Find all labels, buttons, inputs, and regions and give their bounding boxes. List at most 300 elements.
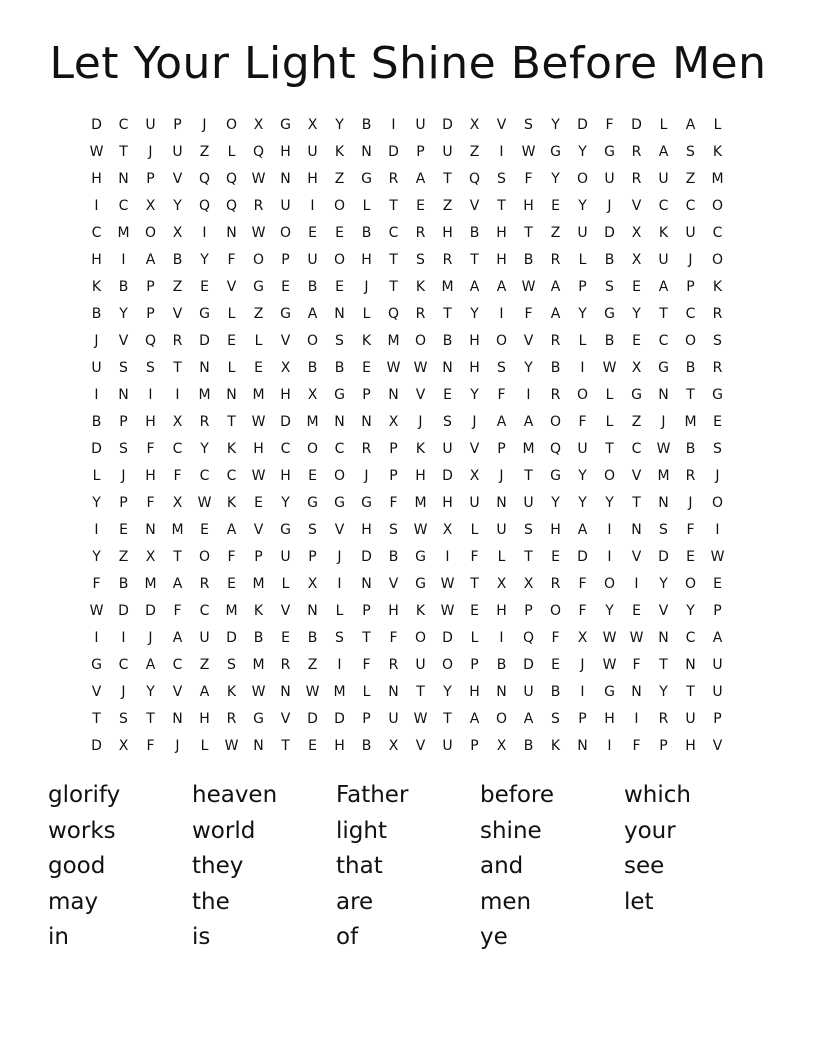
grid-letter[interactable]: G [307, 495, 318, 511]
grid-letter[interactable]: Y [173, 198, 182, 214]
grid-letter[interactable]: C [118, 657, 129, 673]
grid-letter[interactable]: X [172, 495, 183, 511]
grid-letter[interactable]: J [499, 468, 504, 484]
grid-letter[interactable]: E [119, 522, 128, 538]
grid-letter[interactable]: E [551, 198, 560, 214]
grid-letter[interactable]: A [550, 306, 561, 322]
grid-letter[interactable]: Y [659, 576, 668, 592]
grid-letter[interactable]: I [715, 522, 720, 538]
grid-letter[interactable]: Y [632, 306, 641, 322]
grid-letter[interactable]: R [226, 711, 237, 727]
grid-letter[interactable]: I [580, 360, 585, 376]
grid-letter[interactable]: W [656, 441, 671, 457]
grid-letter[interactable]: A [145, 657, 156, 673]
grid-letter[interactable]: H [523, 198, 534, 214]
grid-letter[interactable]: E [254, 495, 263, 511]
grid-letter[interactable]: M [522, 441, 535, 457]
grid-letter[interactable]: B [91, 414, 102, 430]
grid-letter[interactable]: Y [200, 252, 209, 268]
grid-letter[interactable]: N [496, 684, 507, 700]
grid-letter[interactable]: F [389, 630, 398, 646]
grid-letter[interactable]: E [551, 549, 560, 565]
grid-letter[interactable]: R [388, 657, 399, 673]
grid-letter[interactable]: D [145, 603, 156, 619]
grid-letter[interactable]: G [604, 306, 615, 322]
grid-letter[interactable]: L [470, 630, 479, 646]
grid-letter[interactable]: C [172, 657, 183, 673]
grid-letter[interactable]: R [253, 198, 264, 214]
grid-letter[interactable]: J [688, 252, 693, 268]
grid-letter[interactable]: O [603, 468, 616, 484]
grid-letter[interactable]: D [442, 630, 453, 646]
grid-letter[interactable]: B [118, 576, 129, 592]
grid-letter[interactable]: I [202, 225, 207, 241]
grid-letter[interactable]: K [226, 684, 237, 700]
grid-letter[interactable]: G [334, 387, 345, 403]
grid-letter[interactable]: B [523, 738, 534, 754]
grid-letter[interactable]: L [227, 360, 236, 376]
grid-letter[interactable]: L [227, 144, 236, 160]
grid-letter[interactable]: N [685, 657, 696, 673]
grid-letter[interactable]: A [523, 711, 534, 727]
grid-letter[interactable]: I [634, 576, 639, 592]
grid-letter[interactable]: G [199, 306, 210, 322]
grid-letter[interactable]: F [578, 576, 587, 592]
grid-letter[interactable]: U [712, 657, 723, 673]
grid-letter[interactable]: G [415, 576, 426, 592]
grid-letter[interactable]: G [334, 495, 345, 511]
grid-letter[interactable]: I [526, 387, 531, 403]
grid-letter[interactable]: N [388, 387, 399, 403]
grid-letter[interactable]: W [251, 414, 266, 430]
grid-letter[interactable]: E [200, 279, 209, 295]
grid-letter[interactable]: O [495, 711, 508, 727]
grid-letter[interactable]: U [442, 738, 453, 754]
grid-letter[interactable]: P [146, 279, 155, 295]
grid-letter[interactable]: P [146, 306, 155, 322]
grid-letter[interactable]: F [497, 387, 506, 403]
grid-letter[interactable]: U [442, 441, 453, 457]
grid-letter[interactable]: V [496, 117, 507, 133]
grid-letter[interactable]: T [362, 630, 371, 646]
grid-letter[interactable]: R [712, 306, 723, 322]
grid-letter[interactable]: P [686, 279, 695, 295]
grid-letter[interactable]: U [658, 252, 669, 268]
grid-letter[interactable]: H [550, 522, 561, 538]
grid-letter[interactable]: G [550, 144, 561, 160]
grid-letter[interactable]: I [175, 387, 180, 403]
grid-letter[interactable]: M [144, 576, 157, 592]
grid-letter[interactable]: T [524, 225, 533, 241]
grid-letter[interactable]: O [198, 549, 211, 565]
grid-letter[interactable]: A [469, 711, 480, 727]
grid-letter[interactable]: L [470, 522, 479, 538]
grid-letter[interactable]: C [280, 441, 291, 457]
grid-letter[interactable]: C [91, 225, 102, 241]
grid-letter[interactable]: G [361, 171, 372, 187]
grid-letter[interactable]: N [226, 387, 237, 403]
grid-letter[interactable]: N [280, 684, 291, 700]
grid-letter[interactable]: H [280, 144, 291, 160]
grid-letter[interactable]: I [607, 738, 612, 754]
grid-letter[interactable]: J [688, 495, 693, 511]
grid-letter[interactable]: B [361, 117, 372, 133]
grid-letter[interactable]: N [631, 522, 642, 538]
grid-letter[interactable]: Y [92, 495, 101, 511]
grid-letter[interactable]: F [227, 252, 236, 268]
grid-letter[interactable]: F [524, 171, 533, 187]
grid-letter[interactable]: B [604, 252, 615, 268]
grid-letter[interactable]: N [658, 630, 669, 646]
grid-letter[interactable]: U [685, 225, 696, 241]
grid-letter[interactable]: R [550, 252, 561, 268]
grid-letter[interactable]: H [280, 387, 291, 403]
grid-letter[interactable]: X [469, 468, 480, 484]
grid-letter[interactable]: O [414, 630, 427, 646]
grid-letter[interactable]: F [632, 738, 641, 754]
grid-letter[interactable]: B [334, 360, 345, 376]
grid-letter[interactable]: M [171, 522, 184, 538]
grid-letter[interactable]: W [440, 603, 455, 619]
grid-letter[interactable]: O [333, 468, 346, 484]
grid-letter[interactable]: P [362, 711, 371, 727]
grid-letter[interactable]: D [226, 630, 237, 646]
grid-letter[interactable]: K [415, 603, 426, 619]
grid-letter[interactable]: Y [92, 549, 101, 565]
grid-letter[interactable]: U [577, 225, 588, 241]
grid-letter[interactable]: O [711, 252, 724, 268]
grid-letter[interactable]: U [712, 684, 723, 700]
grid-letter[interactable]: O [549, 603, 562, 619]
grid-letter[interactable]: C [685, 306, 696, 322]
grid-letter[interactable]: P [146, 171, 155, 187]
grid-letter[interactable]: F [146, 441, 155, 457]
grid-letter[interactable]: V [523, 333, 534, 349]
grid-letter[interactable]: N [226, 225, 237, 241]
grid-letter[interactable]: E [200, 522, 209, 538]
grid-letter[interactable]: T [497, 198, 506, 214]
grid-letter[interactable]: B [91, 306, 102, 322]
grid-letter[interactable]: D [631, 117, 642, 133]
grid-letter[interactable]: U [523, 684, 534, 700]
grid-letter[interactable]: P [389, 468, 398, 484]
grid-letter[interactable]: T [146, 711, 155, 727]
grid-letter[interactable]: C [334, 441, 345, 457]
grid-letter[interactable]: C [118, 117, 129, 133]
grid-letter[interactable]: W [89, 603, 104, 619]
grid-letter[interactable]: Y [470, 306, 479, 322]
grid-letter[interactable]: H [496, 252, 507, 268]
grid-letter[interactable]: M [711, 171, 724, 187]
grid-letter[interactable]: B [388, 549, 399, 565]
grid-letter[interactable]: E [632, 603, 641, 619]
grid-letter[interactable]: V [226, 279, 237, 295]
grid-letter[interactable]: W [305, 684, 320, 700]
grid-letter[interactable]: M [333, 684, 346, 700]
grid-letter[interactable]: H [307, 171, 318, 187]
grid-letter[interactable]: S [119, 441, 128, 457]
grid-letter[interactable]: F [524, 306, 533, 322]
grid-letter[interactable]: Z [334, 171, 345, 187]
grid-letter[interactable]: D [361, 549, 372, 565]
grid-letter[interactable]: Y [605, 495, 614, 511]
grid-letter[interactable]: P [713, 711, 722, 727]
grid-letter[interactable]: Q [144, 333, 157, 349]
grid-letter[interactable]: Y [281, 495, 290, 511]
grid-letter[interactable]: O [144, 225, 157, 241]
grid-letter[interactable]: P [281, 252, 290, 268]
grid-letter[interactable]: D [442, 468, 453, 484]
grid-letter[interactable]: H [469, 684, 480, 700]
grid-letter[interactable]: B [307, 630, 318, 646]
grid-letter[interactable]: O [252, 252, 265, 268]
grid-letter[interactable]: W [251, 171, 266, 187]
grid-letter[interactable]: Y [659, 684, 668, 700]
grid-letter[interactable]: R [199, 576, 210, 592]
grid-letter[interactable]: P [308, 549, 317, 565]
grid-letter[interactable]: Z [118, 549, 129, 565]
grid-letter[interactable]: Q [198, 171, 211, 187]
grid-letter[interactable]: H [253, 441, 264, 457]
grid-letter[interactable]: I [634, 711, 639, 727]
grid-letter[interactable]: H [388, 603, 399, 619]
grid-letter[interactable]: S [416, 252, 425, 268]
grid-letter[interactable]: V [172, 306, 183, 322]
grid-letter[interactable]: E [551, 657, 560, 673]
grid-letter[interactable]: C [712, 225, 723, 241]
grid-letter[interactable]: N [199, 360, 210, 376]
grid-letter[interactable]: S [335, 333, 344, 349]
grid-letter[interactable]: R [442, 252, 453, 268]
grid-letter[interactable]: S [308, 522, 317, 538]
grid-letter[interactable]: L [362, 198, 371, 214]
grid-letter[interactable]: B [604, 333, 615, 349]
grid-letter[interactable]: T [524, 549, 533, 565]
grid-letter[interactable]: W [251, 684, 266, 700]
grid-letter[interactable]: I [499, 144, 504, 160]
grid-letter[interactable]: I [121, 252, 126, 268]
grid-letter[interactable]: V [658, 603, 669, 619]
grid-letter[interactable]: P [497, 441, 506, 457]
grid-letter[interactable]: T [389, 279, 398, 295]
grid-letter[interactable]: E [470, 603, 479, 619]
grid-letter[interactable]: G [91, 657, 102, 673]
grid-letter[interactable]: K [415, 279, 426, 295]
grid-letter[interactable]: B [550, 360, 561, 376]
grid-letter[interactable]: F [146, 738, 155, 754]
grid-letter[interactable]: W [602, 630, 617, 646]
grid-letter[interactable]: Y [200, 441, 209, 457]
grid-letter[interactable]: M [252, 576, 265, 592]
grid-letter[interactable]: I [391, 117, 396, 133]
grid-letter[interactable]: M [117, 225, 130, 241]
grid-letter[interactable]: T [443, 171, 452, 187]
grid-letter[interactable]: V [118, 333, 129, 349]
grid-letter[interactable]: F [605, 117, 614, 133]
grid-letter[interactable]: H [91, 252, 102, 268]
grid-letter[interactable]: L [605, 414, 614, 430]
grid-letter[interactable]: I [499, 306, 504, 322]
grid-letter[interactable]: E [443, 387, 452, 403]
grid-letter[interactable]: I [607, 522, 612, 538]
grid-letter[interactable]: J [202, 117, 207, 133]
grid-letter[interactable]: V [631, 468, 642, 484]
grid-letter[interactable]: W [251, 225, 266, 241]
grid-letter[interactable]: T [659, 306, 668, 322]
grid-letter[interactable]: H [604, 711, 615, 727]
grid-letter[interactable]: G [658, 360, 669, 376]
grid-letter[interactable]: N [388, 684, 399, 700]
grid-letter[interactable]: D [91, 738, 102, 754]
grid-letter[interactable]: W [386, 360, 401, 376]
grid-letter[interactable]: W [197, 495, 212, 511]
grid-letter[interactable]: D [334, 711, 345, 727]
grid-letter[interactable]: X [307, 576, 318, 592]
grid-letter[interactable]: H [145, 414, 156, 430]
grid-letter[interactable]: T [605, 441, 614, 457]
grid-letter[interactable]: U [145, 117, 156, 133]
grid-letter[interactable]: N [145, 522, 156, 538]
grid-letter[interactable]: B [307, 360, 318, 376]
grid-letter[interactable]: E [227, 333, 236, 349]
grid-letter[interactable]: C [658, 333, 669, 349]
grid-letter[interactable]: N [334, 414, 345, 430]
grid-letter[interactable]: L [200, 738, 209, 754]
grid-letter[interactable]: T [686, 387, 695, 403]
grid-letter[interactable]: X [118, 738, 129, 754]
grid-letter[interactable]: E [713, 414, 722, 430]
grid-letter[interactable]: P [470, 738, 479, 754]
grid-letter[interactable]: W [629, 630, 644, 646]
grid-letter[interactable]: U [388, 711, 399, 727]
grid-letter[interactable]: B [253, 630, 264, 646]
grid-letter[interactable]: A [199, 684, 210, 700]
grid-letter[interactable]: P [470, 657, 479, 673]
grid-letter[interactable]: O [414, 333, 427, 349]
grid-letter[interactable]: I [94, 630, 99, 646]
grid-letter[interactable]: R [172, 333, 183, 349]
grid-letter[interactable]: P [173, 117, 182, 133]
grid-letter[interactable]: Q [549, 441, 562, 457]
grid-letter[interactable]: D [442, 117, 453, 133]
grid-letter[interactable]: V [172, 684, 183, 700]
grid-letter[interactable]: E [281, 630, 290, 646]
grid-letter[interactable]: C [388, 225, 399, 241]
grid-letter[interactable]: O [684, 333, 697, 349]
grid-letter[interactable]: A [523, 414, 534, 430]
grid-letter[interactable]: S [524, 117, 533, 133]
grid-letter[interactable]: E [632, 333, 641, 349]
grid-letter[interactable]: R [388, 171, 399, 187]
grid-letter[interactable]: H [280, 468, 291, 484]
grid-letter[interactable]: B [172, 252, 183, 268]
grid-letter[interactable]: H [334, 738, 345, 754]
grid-letter[interactable]: Y [335, 117, 344, 133]
grid-letter[interactable]: U [91, 360, 102, 376]
grid-letter[interactable]: O [306, 441, 319, 457]
grid-letter[interactable]: F [551, 630, 560, 646]
grid-letter[interactable]: A [145, 252, 156, 268]
grid-letter[interactable]: F [578, 603, 587, 619]
grid-letter[interactable]: P [659, 738, 668, 754]
grid-letter[interactable]: K [226, 495, 237, 511]
grid-letter[interactable]: V [253, 522, 264, 538]
grid-letter[interactable]: D [91, 441, 102, 457]
grid-letter[interactable]: A [685, 117, 696, 133]
grid-letter[interactable]: E [362, 360, 371, 376]
grid-letter[interactable]: M [657, 468, 670, 484]
grid-letter[interactable]: K [91, 279, 102, 295]
grid-letter[interactable]: M [252, 387, 265, 403]
grid-letter[interactable]: B [685, 441, 696, 457]
grid-letter[interactable]: U [496, 522, 507, 538]
grid-letter[interactable]: T [389, 198, 398, 214]
grid-letter[interactable]: Y [119, 306, 128, 322]
grid-letter[interactable]: X [631, 252, 642, 268]
grid-letter[interactable]: Z [469, 144, 480, 160]
grid-letter[interactable]: Y [578, 306, 587, 322]
grid-letter[interactable]: L [497, 549, 506, 565]
grid-letter[interactable]: X [523, 576, 534, 592]
grid-letter[interactable]: Y [551, 171, 560, 187]
grid-letter[interactable]: L [578, 333, 587, 349]
grid-letter[interactable]: K [334, 144, 345, 160]
grid-letter[interactable]: T [443, 306, 452, 322]
grid-letter[interactable]: O [495, 333, 508, 349]
grid-letter[interactable]: H [199, 711, 210, 727]
grid-letter[interactable]: I [148, 387, 153, 403]
grid-letter[interactable]: A [226, 522, 237, 538]
grid-letter[interactable]: S [335, 630, 344, 646]
grid-letter[interactable]: H [361, 522, 372, 538]
grid-letter[interactable]: U [604, 171, 615, 187]
grid-letter[interactable]: Q [387, 306, 400, 322]
grid-letter[interactable]: G [604, 144, 615, 160]
grid-letter[interactable]: E [335, 225, 344, 241]
grid-letter[interactable]: Y [470, 387, 479, 403]
grid-letter[interactable]: B [550, 684, 561, 700]
grid-letter[interactable]: V [631, 549, 642, 565]
grid-letter[interactable]: Z [307, 657, 318, 673]
grid-letter[interactable]: N [118, 171, 129, 187]
grid-letter[interactable]: L [659, 117, 668, 133]
grid-letter[interactable]: A [307, 306, 318, 322]
grid-letter[interactable]: I [337, 657, 342, 673]
grid-letter[interactable]: F [173, 468, 182, 484]
grid-letter[interactable]: M [225, 603, 238, 619]
grid-letter[interactable]: P [254, 549, 263, 565]
grid-letter[interactable]: X [496, 576, 507, 592]
grid-letter[interactable]: J [715, 468, 720, 484]
grid-letter[interactable]: O [549, 414, 562, 430]
grid-letter[interactable]: I [94, 198, 99, 214]
grid-letter[interactable]: J [607, 198, 612, 214]
grid-letter[interactable]: D [118, 603, 129, 619]
grid-letter[interactable]: Q [252, 144, 265, 160]
grid-letter[interactable]: B [469, 225, 480, 241]
grid-letter[interactable]: W [440, 576, 455, 592]
grid-letter[interactable]: G [280, 522, 291, 538]
grid-letter[interactable]: T [416, 684, 425, 700]
grid-letter[interactable]: I [499, 630, 504, 646]
grid-letter[interactable]: S [119, 360, 128, 376]
grid-letter[interactable]: T [92, 711, 101, 727]
grid-letter[interactable]: X [145, 198, 156, 214]
grid-letter[interactable]: R [361, 441, 372, 457]
grid-letter[interactable]: U [523, 495, 534, 511]
grid-letter[interactable]: B [307, 279, 318, 295]
grid-letter[interactable]: V [469, 198, 480, 214]
